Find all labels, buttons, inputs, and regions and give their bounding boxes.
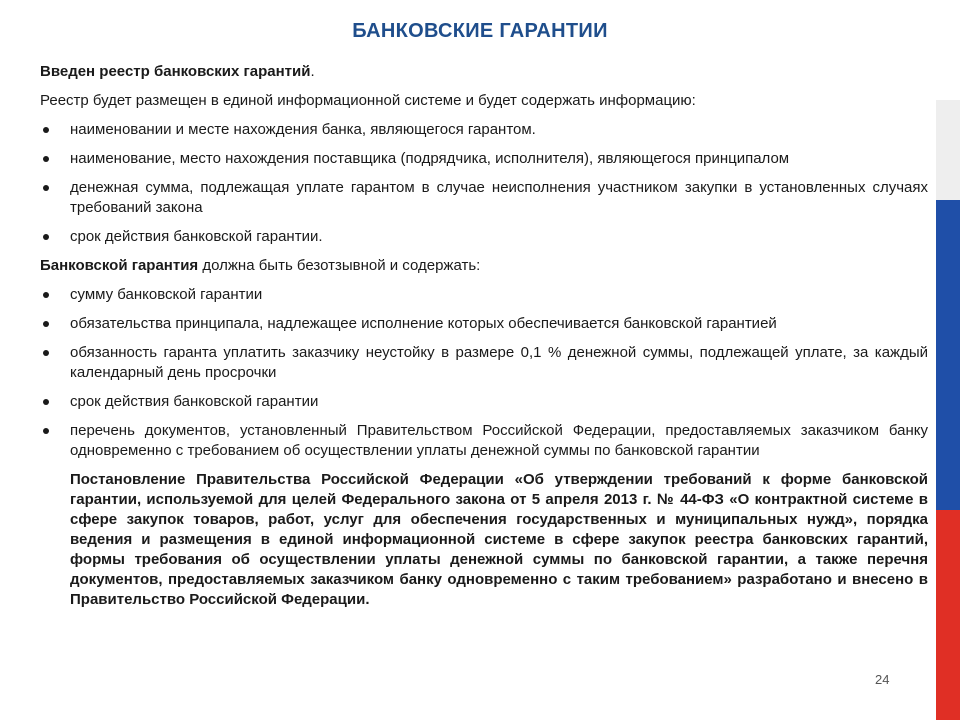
bullet-dot-icon [43,185,49,191]
bullet-dot-icon [43,350,49,356]
guarantee-item-text: перечень документов, установленный Правительством Российской Федерации, предоставляемых заказчиком банку одновременно с требованием об осуществлении уплаты денежной суммы по банковской гарантии [70,422,928,459]
guarantee-item [40,314,928,334]
bullet-dot-icon [43,292,49,298]
section-guarantee-heading [40,256,928,276]
bullet-dot-icon [43,321,49,327]
guarantee-item-text: обязанность гаранта уплатить заказчику неустойку в размере 0,1 % денежной суммы, подлежащей уплате, за каждый календарный день просрочки [70,344,928,381]
flag-red-band [936,510,960,720]
flag-white-band [936,0,960,100]
decree-paragraph: Постановление Правительства Российской Федерации «Об утверждении требований к форме банковской гарантии, используемой для целей Федерального закона от 5 апреля 2013 г. № 44-ФЗ «О контрактной системе в сфере закупок товаров, работ, услуг для обеспечения государственных и муниципальных нужд», порядка ведения и размещения в единой информационной системе в сфере закупок реестра банковских гарантий, формы требования об осуществлении уплаты денежной суммы по банковской гарантии, а также перечня документов, предоставляемых заказчиком банку одновременно с таким требованием» разработано и внесено в Правительство Российской Федерации. [70,471,928,608]
flag-grey-band [936,100,960,200]
bullet-dot-icon [43,156,49,162]
section-guarantee-bold: Банковской гарантия [40,257,199,274]
bullet-dot-icon [43,428,49,434]
registry-item-text: денежная сумма, подлежащая уплате гарантом в случае неисполнения участником закупки в установленных случаях требований закона [70,179,928,216]
registry-item [40,120,928,140]
guarantee-item [40,343,928,383]
guarantee-item [40,285,928,305]
intro-registry-desc: Реестр будет размещен в единой информационной системе и будет содержать информацию: [40,92,696,109]
slide-content [40,62,928,610]
page-number: 24 [875,672,890,687]
page-title: БАНКОВСКИЕ ГАРАНТИИ [352,20,608,42]
registry-item-text: наименовании и месте нахождения банка, являющегося гарантом. [70,121,536,138]
bullet-dot-icon [43,399,49,405]
guarantee-item [40,421,928,461]
guarantee-item-text: обязательства принципала, надлежащее исполнение которых обеспечивается банковской гарантией [70,315,777,332]
intro-registry [40,62,928,82]
guarantee-item-text: срок действия банковской гарантии [70,393,319,410]
intro-registry-tail: . [310,63,315,80]
guarantee-item [40,392,928,412]
bullet-dot-icon [43,234,49,240]
registry-item-text: срок действия банковской гарантии. [70,228,323,245]
flag-stripe [936,0,960,720]
registry-item [40,149,928,169]
bullet-dot-icon [43,127,49,133]
registry-item [40,227,928,247]
registry-item [40,178,928,218]
section-guarantee-tail: должна быть безотзывной и содержать: [198,257,481,274]
guarantee-item-text: сумму банковской гарантии [70,286,263,303]
registry-item-text: наименование, место нахождения поставщика (подрядчика, исполнителя), являющегося принципалом [70,150,790,167]
flag-blue-band [936,200,960,510]
intro-registry-bold: Введен реестр банковских гарантий [40,63,311,80]
